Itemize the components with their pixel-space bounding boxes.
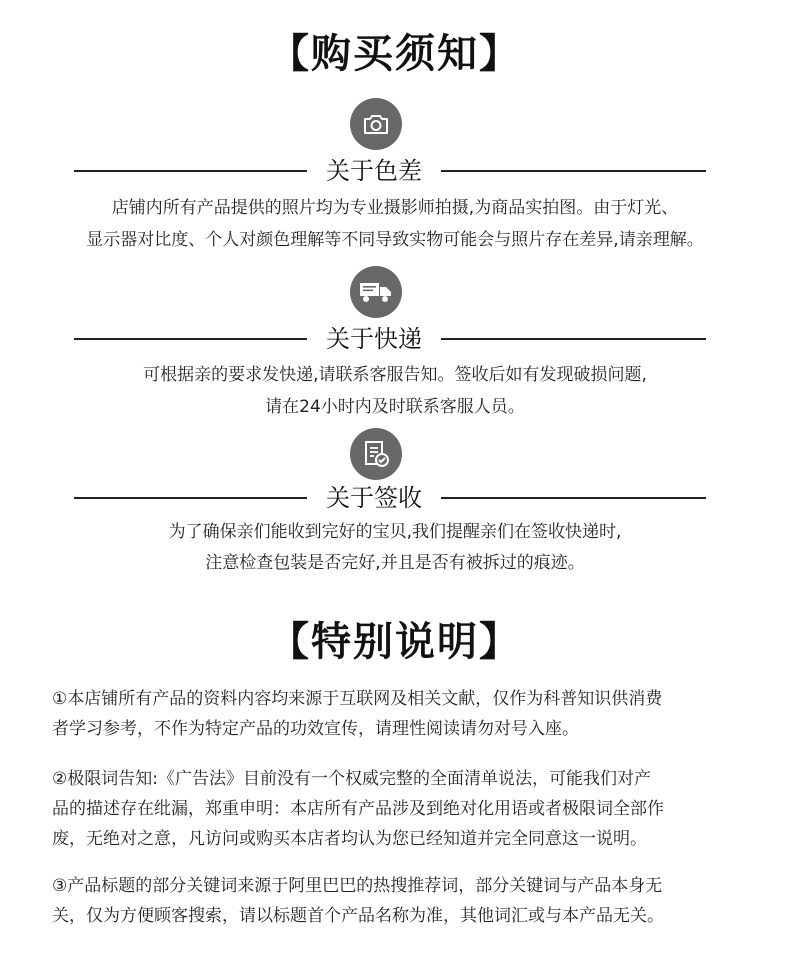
checked-document-icon: [350, 428, 402, 480]
section-heading-receipt: 关于签收: [326, 484, 422, 512]
note-line: ②极限词告知:《广告法》目前没有一个权威完整的全面清单说法，可能我们对产: [52, 769, 651, 789]
divider-line-left: [74, 170, 307, 172]
note-line: ③产品标题的部分关键词来源于阿里巴巴的热搜推荐词，部分关键词与产品本身无: [52, 876, 663, 896]
note-line: 品的描述存在纰漏，郑重申明：本店所有产品涉及到绝对化用语或者极限词全部作: [52, 799, 664, 819]
section-text-line: 注意检查包装是否完好,并且是否有被拆过的痕迹。: [205, 553, 585, 573]
divider-line-right: [441, 338, 706, 340]
special-notes-title: 【特别说明】: [269, 619, 521, 665]
delivery-truck-icon-glyph: [359, 279, 393, 305]
divider-line-left: [74, 497, 307, 499]
purchase-notice-title: 【购买须知】: [269, 31, 521, 77]
divider-line-left: [74, 338, 307, 340]
section-divider-color: [74, 153, 706, 189]
note-line: ①本店铺所有产品的资料内容均来源于互联网及相关文献，仅作为科普知识供消费: [52, 689, 663, 709]
camera-icon: [350, 98, 402, 150]
delivery-truck-icon: [350, 266, 402, 318]
camera-icon-glyph: [361, 109, 391, 139]
section-text-line: 店铺内所有产品提供的照片均为专业摄影师拍摄,为商品实拍图。由于灯光、: [111, 198, 679, 218]
section-text-line: 显示器对比度、个人对颜色理解等不同导致实物可能会与照片存在差异,请亲理解。: [86, 230, 704, 250]
section-heading-color-difference: 关于色差: [326, 157, 422, 185]
divider-line-right: [441, 170, 706, 172]
checked-document-icon-glyph: [361, 439, 391, 469]
section-text-line: 为了确保亲们能收到完好的宝贝,我们提醒亲们在签收快递时,: [168, 522, 622, 542]
note-line: 者学习参考，不作为特定产品的功效宣传，请理性阅读请勿对号入座。: [52, 719, 579, 739]
section-divider-delivery: [74, 321, 706, 357]
section-divider-receipt: [74, 480, 706, 516]
note-line: 废，无绝对之意，凡访问或购买本店者均认为您已经知道并完全同意这一说明。: [52, 829, 647, 849]
section-text-line: 可根据亲的要求发快递,请联系客服告知。签收后如有发现破损问题,: [143, 365, 647, 385]
section-heading-delivery: 关于快递: [326, 325, 422, 353]
divider-line-right: [441, 497, 706, 499]
note-line: 关，仅为方便顾客搜索，请以标题首个产品名称为准，其他词汇或与本产品无关。: [52, 906, 664, 926]
section-text-line: 请在24小时内及时联系客服人员。: [265, 397, 525, 417]
